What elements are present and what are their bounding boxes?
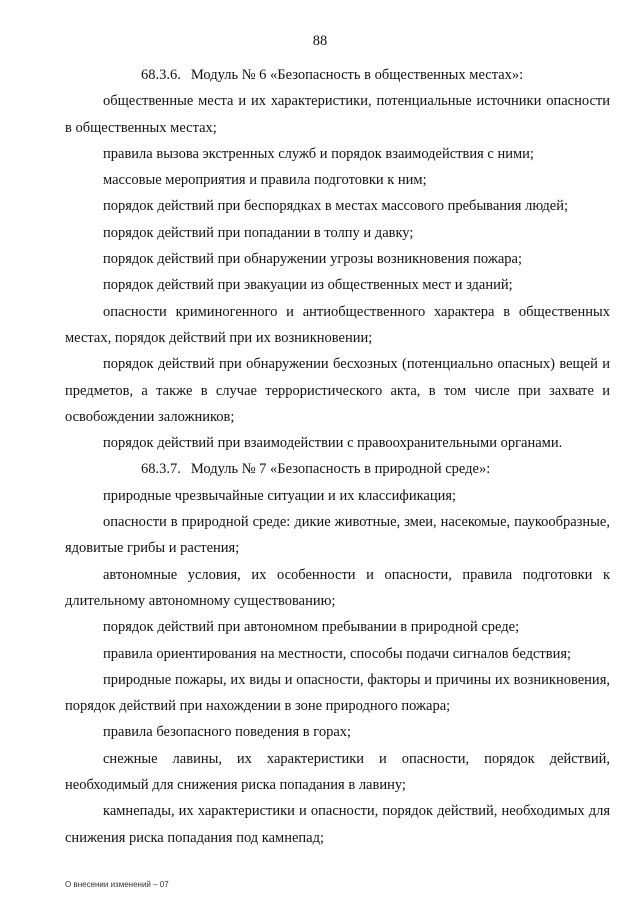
list-item: порядок действий при автономном пребывании в природной среде; [103, 619, 520, 636]
list-item: правила безопасного поведения в горах; [103, 724, 352, 741]
list-item: автономные условия, их особенности и опасности, правила подготовки к длительному автономному существованию; [65, 566, 610, 609]
list-item: массовые мероприятия и правила подготовки к ним; [103, 172, 427, 189]
list-item: порядок действий при эвакуации из общественных мест и зданий; [103, 277, 513, 294]
list-item: порядок действий при взаимодействии с правоохранительными органами. [103, 435, 563, 452]
list-item: природные чрезвычайные ситуации и их классификация; [103, 487, 457, 504]
list-item: правила вызова экстренных служб и порядок взаимодействия с ними; [103, 145, 534, 162]
list-item: опасности в природной среде: дикие животные, змеи, насекомые, паукообразные, ядовитые грибы и растения; [65, 514, 610, 557]
page-number: 88 [312, 33, 328, 49]
list-item: порядок действий при обнаружении угрозы возникновения пожара; [103, 251, 522, 268]
list-item: камнепады, их характеристики и опасности, порядок действий, необходимых для снижения риска попадания под камнепад; [65, 803, 610, 846]
list-item: снежные лавины, их характеристики и опасности, порядок действий, необходимый для снижения риска попадания в лавину; [65, 750, 610, 794]
section-number: 68.3.6. [141, 67, 181, 83]
list-item: опасности криминогенного и антиобщественного характера в общественных местах, порядок действий при их возникновении; [65, 303, 610, 346]
section-title: Модуль № 7 «Безопасность в природной среде»: [190, 461, 491, 478]
footer-note: О внесении изменений – 07 [65, 880, 169, 889]
page-content [65, 62, 610, 851]
list-item: порядок действий при обнаружении бесхозных (потенциально опасных) вещей и предметов, а также в случае террористического акта, в том числе при захвате и освобождении заложников; [65, 356, 610, 425]
section-title: Модуль № 6 «Безопасность в общественных местах»: [190, 67, 524, 83]
list-item: порядок действий при беспорядках в местах массового пребывания людей; [103, 198, 569, 215]
section-number: 68.3.7. [141, 461, 181, 478]
list-item: правила ориентирования на местности, способы подачи сигналов бедствия; [103, 645, 572, 662]
list-item: природные пожары, их виды и опасности, факторы и причины их возникновения, порядок действий при нахождении в зоне природного пожара; [65, 671, 610, 715]
list-item: общественные места и их характеристики, потенциальные источники опасности в общественных местах; [65, 93, 610, 136]
section-heading [65, 62, 610, 88]
list-item: порядок действий при попадании в толпу и давку; [103, 224, 414, 241]
section-heading [65, 456, 610, 482]
